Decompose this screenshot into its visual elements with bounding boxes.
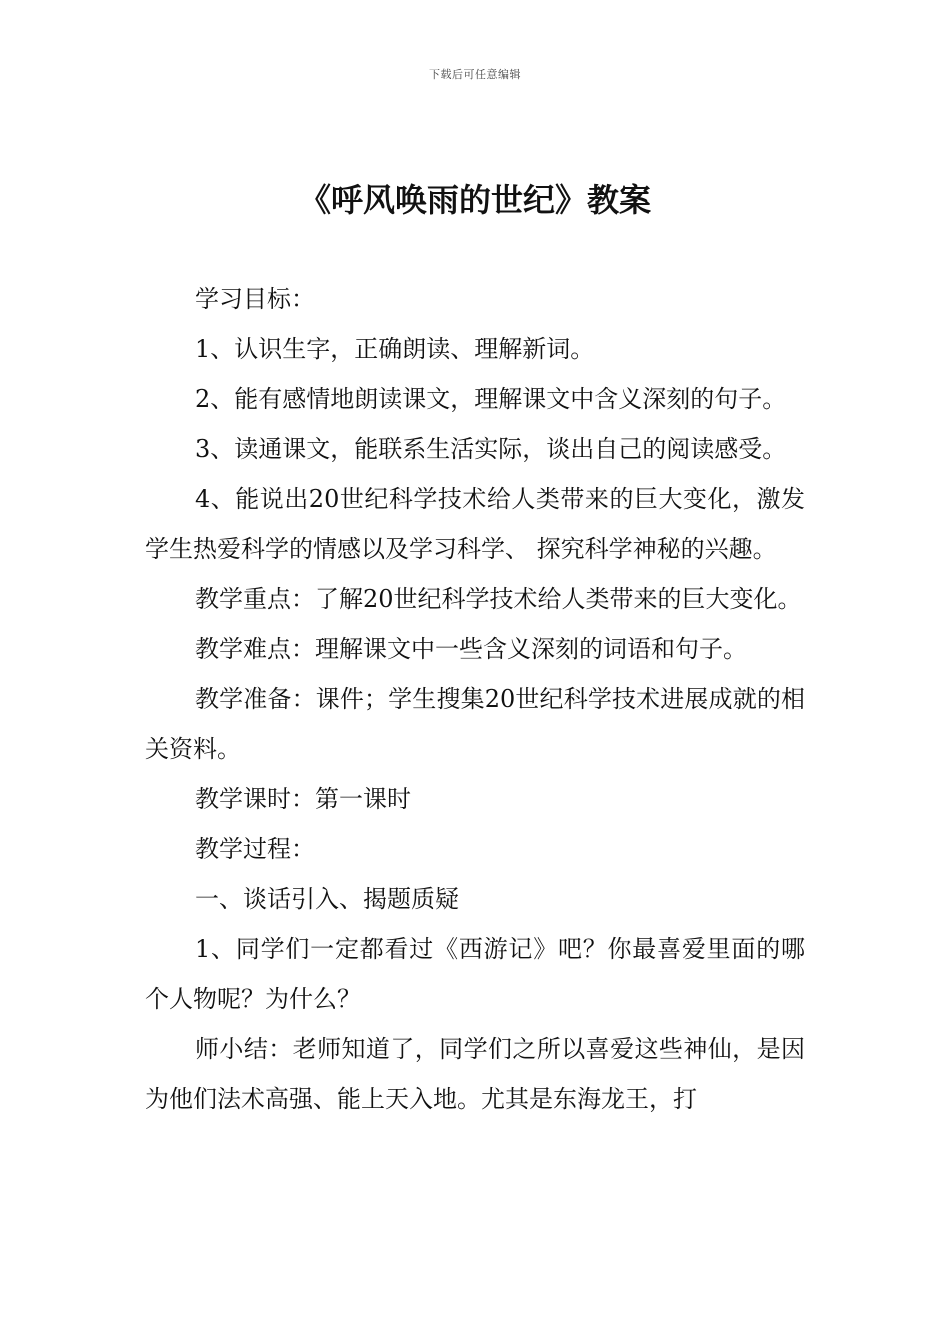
paragraph-preparation: 教学准备：课件；学生搜集20世纪科学技术进展成就的相关资料。 xyxy=(145,685,805,763)
paragraph-class-hours: 教学课时：第一课时 xyxy=(195,785,411,813)
document-body xyxy=(145,274,805,1124)
paragraph-goal-4: 4、能说出20世纪科学技术给人类带来的巨大变化，激发学生热爱科学的情感以及学习科学、 探究科学神秘的兴趣。 xyxy=(145,485,805,563)
paragraph-teacher-summary: 师小结：老师知道了，同学们之所以喜爱这些神仙，是因为他们法术高强、能上天入地。尤其是东海龙王，打 xyxy=(145,1035,805,1113)
paragraph-goal-2: 2、能有感情地朗读课文，理解课文中含义深刻的句子。 xyxy=(195,385,787,413)
paragraph-goal-3: 3、读通课文，能联系生活实际，谈出自己的阅读感受。 xyxy=(195,435,787,463)
paragraph-question-1: 1、同学们一定都看过《西游记》吧？你最喜爱里面的哪个人物呢？为什么？ xyxy=(145,935,805,1013)
document-title: 《呼风唤雨的世纪》教案 xyxy=(298,181,651,219)
paragraph-process-heading: 教学过程： xyxy=(195,835,315,863)
paragraph-difficulty: 教学难点：理解课文中一些含义深刻的词语和句子。 xyxy=(195,635,747,663)
paragraph-goal-1: 1、认识生字，正确朗读、理解新词。 xyxy=(195,335,595,363)
paragraph-learning-goals-heading: 学习目标： xyxy=(195,285,315,313)
paragraph-section-one: 一、谈话引入、揭题质疑 xyxy=(195,885,459,913)
page-header-note: 下载后可任意编辑 xyxy=(429,68,521,81)
paragraph-key-point: 教学重点：了解20世纪科学技术给人类带来的巨大变化。 xyxy=(195,585,802,613)
